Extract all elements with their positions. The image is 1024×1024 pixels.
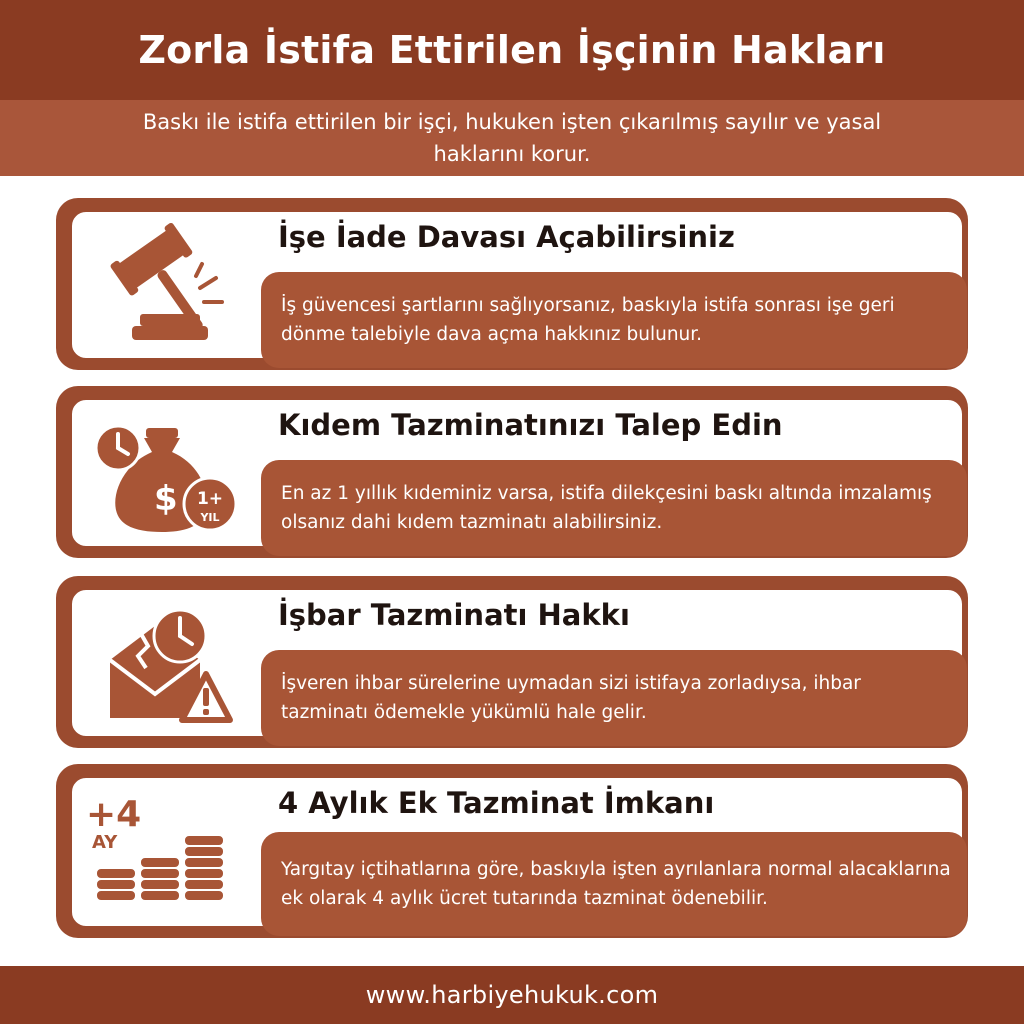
card-body-text: İşveren ihbar sürelerine uymadan sizi istifaya zorladıysa, ihbar tazminatı ödemekle yükümlü hale gelir. xyxy=(281,673,861,723)
card-extra-compensation xyxy=(56,764,968,936)
badge-top-text: 1+ xyxy=(196,489,224,509)
card-body-text: İş güvencesi şartlarını sağlıyorsanız, baskıyla istifa sonrası işe geri dönme talebiyle dava açma hakkınız bulunur. xyxy=(281,295,895,345)
card-title: Kıdem Tazminatınızı Talep Edin xyxy=(278,408,783,442)
website-link[interactable]: www.harbiyehukuk.com xyxy=(365,981,659,1009)
header-bar xyxy=(0,0,1024,100)
broken-envelope-clock-warning-icon xyxy=(82,598,242,728)
card-body-text: Yargıtay içtihatlarına göre, baskıyla işten ayrılanlara normal alacaklarına ek olarak 4 aylık ücret tutarında tazminat ödenebilir. xyxy=(281,859,951,909)
badge-bottom-text: YIL xyxy=(200,511,220,524)
card-body-box xyxy=(261,832,967,936)
page-subtitle: Baskı ile istifa ettirilen bir işçi, hukuken işten çıkarılmış sayılır ve yasal haklarını korur. xyxy=(142,110,882,166)
card-title: 4 Aylık Ek Tazminat İmkanı xyxy=(278,786,715,820)
page-title: Zorla İstifa Ettirilen İşçinin Hakları xyxy=(138,28,886,72)
card-body-box xyxy=(261,650,967,746)
card-title: İşbar Tazminatı Hakkı xyxy=(278,598,630,632)
card-body-box xyxy=(261,272,967,368)
coin-stacks-icon xyxy=(82,786,242,916)
card-reinstatement xyxy=(56,198,968,370)
footer-bar xyxy=(0,966,1024,1024)
svg-text:$: $ xyxy=(154,479,178,519)
gavel-icon xyxy=(82,220,242,350)
card-severance xyxy=(56,386,968,558)
subheader-bar xyxy=(0,100,1024,176)
badge-top-text: +4 xyxy=(86,794,142,835)
card-body-text: En az 1 yıllık kıdeminiz varsa, istifa dilekçesini baskı altında imzalamış olsanız dahi kıdem tazminatı alabilirsiniz. xyxy=(281,483,932,533)
money-bag-clock-icon xyxy=(82,408,242,538)
card-title: İşe İade Davası Açabilirsiniz xyxy=(278,220,735,254)
card-notice-pay xyxy=(56,576,968,748)
card-body-box xyxy=(261,460,967,556)
badge-bottom-text: AY xyxy=(92,832,118,853)
